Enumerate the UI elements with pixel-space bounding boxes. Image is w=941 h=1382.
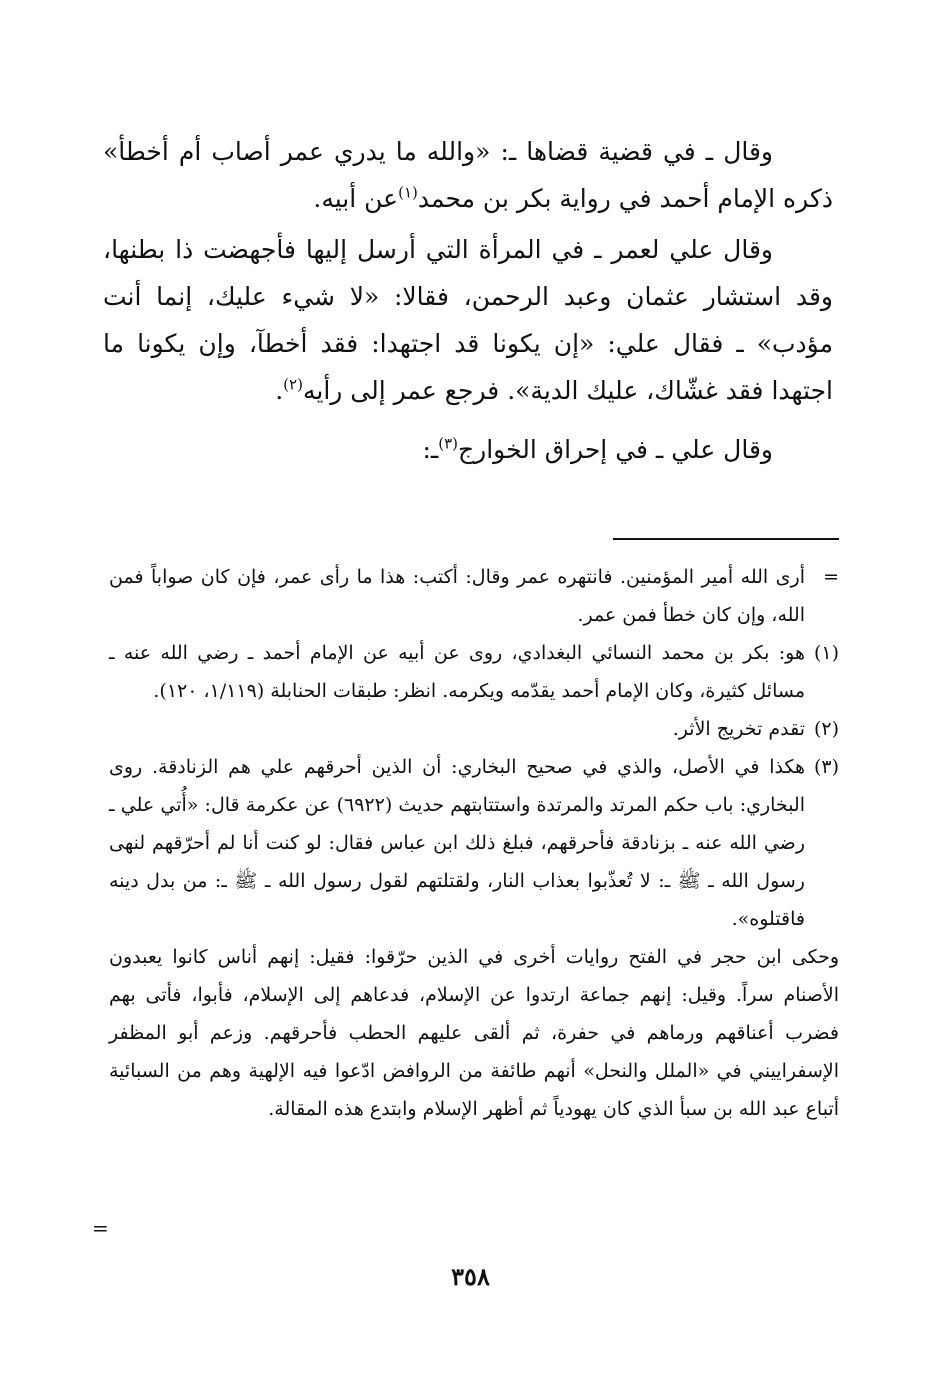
continued-marker: = — [823, 566, 839, 588]
footnote-continued-text: أرى الله أمير المؤمنين. فانتهره عمر وقال: أكتب: هذا ما رأى عمر، فإن كان صواباً فمن الله، وإن كان خطأ فمن عمر. — [109, 566, 805, 626]
footnote-3-text: هكذا في الأصل، والذي في صحيح البخاري: أن الذين أحرقهم علي هم الزنادقة. روى البخاري: باب حكم المرتد والمرتدة واستتابتهم حديث (٦٩٢٢) عن عكرمة قال: «أُتي علي ـ رضي الله عنه ـ بزنادقة فأحرقهم، فبلغ ذلك ابن عباس فقال: لو كنت أنا لم أحرّقهم لنهى رسول الله ـ ﷺ ـ: لا تُعذّبوا بعذاب النار، ولقتلتهم لقول رسول الله ـ ﷺ ـ: من بدل دينه فاقتلوه». — [109, 756, 805, 930]
page-number: ٣٥٨ — [451, 1262, 490, 1291]
paragraph-2-text: وقال علي لعمر ـ في المرأة التي أرسل إليها فأجهضت ذا بطنها، وقد استشار عثمان وعبد الرحمن، فقالا: «لا شيء عليك، إنما أنت مؤدب» ـ فقال علي: «إن يكونا قد اجتهدا: فقد أخطآ، وإن يكونا ما اجتهدا فقد غشّاك، عليك الدية». فرجع عمر إلى رأيه — [103, 235, 833, 405]
continues-marker: = — [92, 1216, 109, 1240]
footnote-3-continuation-text: وحكى ابن حجر في الفتح روايات أخرى في الذين حرّقوا: فقيل: إنهم أناس كانوا يعبدون الأصنام سراً. وقيل: إنهم جماعة ارتدوا عن الإسلام، فدعاهم إلى الإسلام، فأبوا، فأتى بهم فضرب أعناقهم ورماهم في حفرة، ثم ألقى عليهم الحطب فأحرقهم. وزعم أبو المظفر الإسفراييني في «الملل والنحل» أنهم طائفة من الروافض ادّعوا فيه الإلهية وهم من السبائية أتباع عبد الله بن سبأ الذي كان يهودياً ثم أظهر الإسلام وابتدع هذه المقالة. — [109, 946, 839, 1120]
footnote-1 — [109, 634, 839, 710]
paragraph-2 — [103, 226, 833, 414]
footnote-2 — [109, 710, 839, 748]
footnotes — [109, 558, 839, 1128]
paragraph-1 — [103, 128, 833, 222]
main-text — [103, 128, 833, 489]
footnote-ref-2[interactable]: (٢) — [283, 375, 303, 394]
footnote-3 — [109, 748, 839, 938]
footnote-1-marker: (١) — [813, 642, 839, 664]
paragraph-3-text: وقال علي ـ في إحراق الخوارج — [458, 435, 773, 464]
footnote-1-text: هو: بكر بن محمد النسائي البغدادي، روى عن أبيه عن الإمام أحمد ـ رضي الله عنه ـ مسائل كثيرة، وكان الإمام أحمد يقدّمه ويكرمه. انظر: طبقات الحنابلة (١/١١٩، ١٢٠). — [109, 642, 805, 702]
paragraph-1-after: عن أبيه. — [313, 184, 399, 213]
footnote-ref-3[interactable]: (٣) — [438, 434, 458, 453]
footnote-3-continuation — [109, 938, 839, 1128]
paragraph-3-after: ـ: — [422, 435, 439, 464]
footnote-3-marker: (٣) — [813, 756, 839, 778]
footnote-2-marker: (٢) — [813, 718, 839, 740]
paragraph-1-text: وقال ـ في قضية قضاها ـ: «والله ما يدري عمر أصاب أم أخطأ» ذكره الإمام أحمد في رواية بكر بن محمد — [103, 137, 833, 213]
footnote-divider — [613, 538, 839, 540]
paragraph-2-after: . — [275, 376, 284, 405]
footnote-continued — [109, 558, 839, 634]
paragraph-3 — [103, 426, 833, 473]
footnote-2-text: تقدم تخريج الأثر. — [672, 718, 805, 740]
footnote-ref-1[interactable]: (١) — [398, 183, 418, 202]
